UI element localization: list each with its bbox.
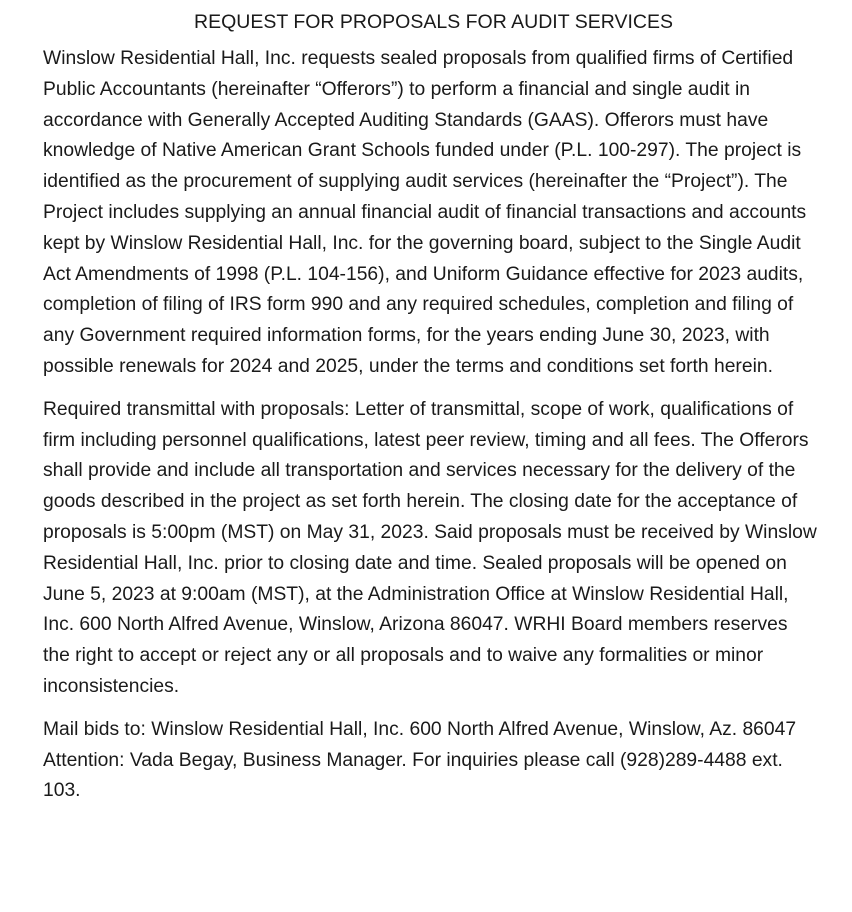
paragraph-transmittal-requirements: Required transmittal with proposals: Letter of transmittal, scope of work, qualifications of firm including personnel qualifications, latest peer review, timing and all fees. The Offerors shall provide and include all transportation and services necessary for the delivery of the goods described in the project as set forth herein. The closing date for the acceptance of proposals is 5:00pm (MST) on May 31, 2023. Said proposals must be received by Winslow Residential Hall, Inc. prior to closing date and time. Sealed proposals will be opened on June 5, 2023 at 9:00am (MST), at the Administration Office at Winslow Residential Hall, Inc. 600 North Alfred Avenue, Winslow, Arizona 86047. WRHI Board members reserves the right to accept or reject any or all proposals and to waive any formalities or minor inconsistencies. [43,398,817,697]
paragraph-mail-bids: Mail bids to: Winslow Residential Hall, Inc. 600 North Alfred Avenue, Winslow, Az. 86047 Attention: Vada Begay, Business Manager. For inquiries please call (928)289-4488 ext. 103. [43,718,797,802]
paragraph-rfp-description: Winslow Residential Hall, Inc. requests sealed proposals from qualified firms of Certified Public Accountants (hereinafter “Offerors”) to perform a financial and single audit in accordance with Generally Accepted Auditing Standards (GAAS). Offerors must have knowledge of Native American Grant Schools funded under (P.L. 100-297). The project is identified as the procurement of supplying audit services (hereinafter the “Project”). The Project includes supplying an annual financial audit of financial transactions and accounts kept by Winslow Residential Hall, Inc. for the governing board, subject to the Single Audit Act Amendments of 1998 (P.L. 104-156), and Uniform Guidance effective for 2023 audits, completion of filing of IRS form 990 and any required schedules, completion and filing of any Government required information forms, for the years ending June 30, 2023, with possible renewals for 2024 and 2025, under the terms and conditions set forth herein. [43,48,807,377]
document-title: REQUEST FOR PROPOSALS FOR AUDIT SERVICES [194,11,673,33]
